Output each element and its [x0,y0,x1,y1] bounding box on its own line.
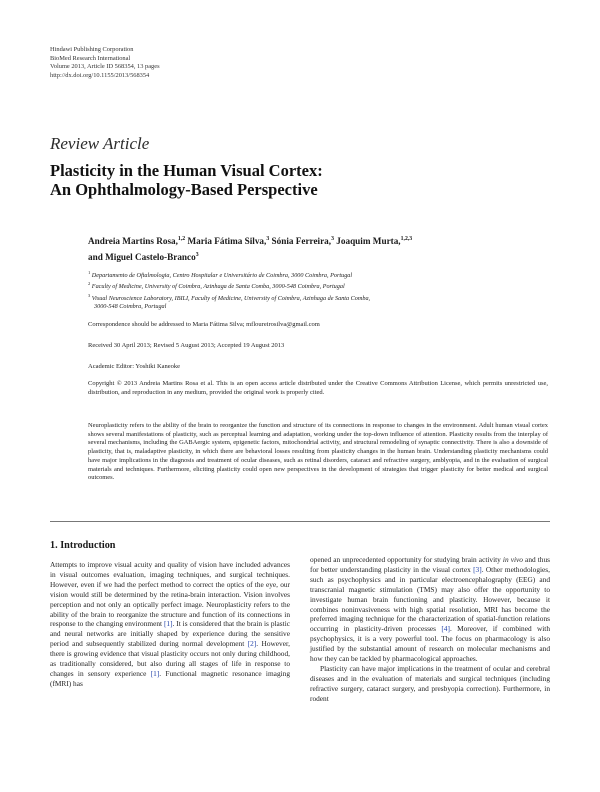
citation-link[interactable]: [4] [441,624,450,634]
academic-editor: Academic Editor: Yoshiki Kaneoke [88,363,181,370]
author-name: Sónia Ferreira, [269,236,332,246]
article-dates: Received 30 April 2013; Revised 5 August 2013; Accepted 19 August 2013 [88,342,285,349]
affiliation-3-cont: 3000-548 Coimbra, Portugal [94,303,167,311]
copyright-notice: Copyright © 2013 Andreia Martins Rosa et al. This is an open access article distributed under the Creative Commons Attribution License, which permits unrestricted use, distribution, and reproduction in any medium, provided the original work is properly cited. [88,380,548,396]
author-name: and Miguel Castelo-Branco [88,251,196,262]
affiliation-2: $^2$ Faculty of Medicine, University of Coimbra, Azinhaga de Santa Comba, 3000-548 Coimbra, Portugal [88,281,345,291]
author-name: Andreia Martins Rosa, [88,236,178,246]
affiliation-3: $^3$ Visual Neuroscience Laboratory, IBILI, Faculty of Medicine, University of Coimbra, Azinhaga de Santa Comba, [88,292,371,302]
left-column: Attempts to improve visual acuity and quality of vision have included advances in visual outcomes evaluation, imaging techniques, and surgical techniques. However, even if we had the perfect method to correct the optics of the eye, our vision would still be determined by the retina-brain interaction. Vision involves perception and not only an optically perfect image. Neuroplasticity refers to the ability of the brain to reorganize the structure and function of its connections in response to the changing environment [1]. It is considered that the brain is plastic and neural networks are initially shaped by experience during the sensitive period and subsequently stabilized during normal development [2]. However, there is growing evidence that visual plasticity occurs not only during childhood, as traditionally considered, but also during all stages of life in response to changes in sensory experience [1]. Functional magnetic resonance imaging (fMRI) has [50,560,290,688]
journal-header [50,46,160,80]
author-name: Joaquim Murta, [333,236,401,246]
affiliation-1: $^1$ Departamento de Oftalmologia, Centro Hospitalar e Universitário de Coimbra, 3000 Coimbra, Portugal [88,270,353,279]
title-line-2: An Ophthalmology-Based Perspective [50,180,318,199]
author-affiliation-mark: 3 [331,236,334,242]
author-list [88,233,548,264]
volume-info: Volume 2013, Article ID 568354, 13 pages [50,63,160,71]
doi-link[interactable]: http://dx.doi.org/10.1155/2013/568354 [50,71,150,79]
author-affiliation-mark: 3 [266,236,270,242]
abstract: Neuroplasticity refers to the ability of the brain to reorganize the function and structure of its connections in response to changes in the environment. Adult human visual cortex shows several manifestations of plasticity, such as perceptual learning and adaptation, working under the top-down influence of attention. Plasticity results from the interplay of several mechanisms, including the GABAergic system, epigenetic factors, mitochondrial activity, and structural remodeling of synaptic connectivity. There is also a downside of plasticity, that is, maladaptive plasticity, in which there are behavioral losses resulting from plasticity changes in the human brain. Understanding plasticity mechanisms could have major implications in the diagnosis and treatment of ocular diseases, such as retinal disorders, cataract and refractive surgery, amblyopia, and in the evaluation of surgical materials and techniques. Furthermore, eliciting plasticity could open new perspectives in the development of strategies that trigger plasticity for better medical and surgical outcomes. [88,422,548,482]
paragraph: Plasticity can have major implications in the treatment of ocular and cerebral diseases and in the evaluation of materials and surgical techniques (including refractive surgery, cataract surgery, and presbyopia correction). Furthermore, in rodent [310,663,550,703]
citation-link[interactable]: [2] [247,639,257,649]
author-affiliation-mark: 1,2,3 [400,236,413,242]
citation-link[interactable]: [3] [473,564,482,574]
correspondence: Correspondence should be addressed to Maria Fátima Silva; mfloureirosilva@gmail.com [88,321,320,328]
article-type: Review Article [50,134,150,153]
right-column: opened an unprecedented opportunity for studying brain activity in vivo and thus for better understanding plasticity in the visual cortex [3]. Other methodologies, such as psychophysics and in particular electroencephalography (EEG) and transcranial magnetic stimulation (TMS) may also offer the opportunity to investigate human brain functioning and plasticity. However, because it combines noninvasiveness with high spatial resolution, MRI has become the preferred imaging technique for the characterization of spatial-function relations occurring in plasticity-driven processes [4]. Moreover, if combined with psychophysics, it is a very powerful tool. The focus on pharmacology is also justified by the substantial amount of research on molecular mechanisms and how they can be tackled by pharmacological approaches. Plasticity can have major implications in the treatment of ocular and cerebral diseases and in the evaluation of materials and surgical techniques (including refractive surgery, cataract surgery, and presbyopia correction). Furthermore, in rodent [310,555,550,703]
article-title [50,161,323,199]
section-divider [50,521,550,522]
publisher: Hindawi Publishing Corporation [50,46,134,53]
author-affiliation-mark: 1,2 [177,236,186,242]
journal-name: BioMed Research International [50,54,131,62]
affiliations [88,269,548,312]
citation-link[interactable]: [1] [163,619,173,629]
author-name: Maria Fátima Silva, [185,236,267,246]
citation-link[interactable]: [1] [150,668,160,678]
title-line-1: Plasticity in the Human Visual Cortex: [50,161,323,180]
author-affiliation-mark: 3 [195,251,199,258]
section-heading: 1. Introduction [50,540,116,551]
